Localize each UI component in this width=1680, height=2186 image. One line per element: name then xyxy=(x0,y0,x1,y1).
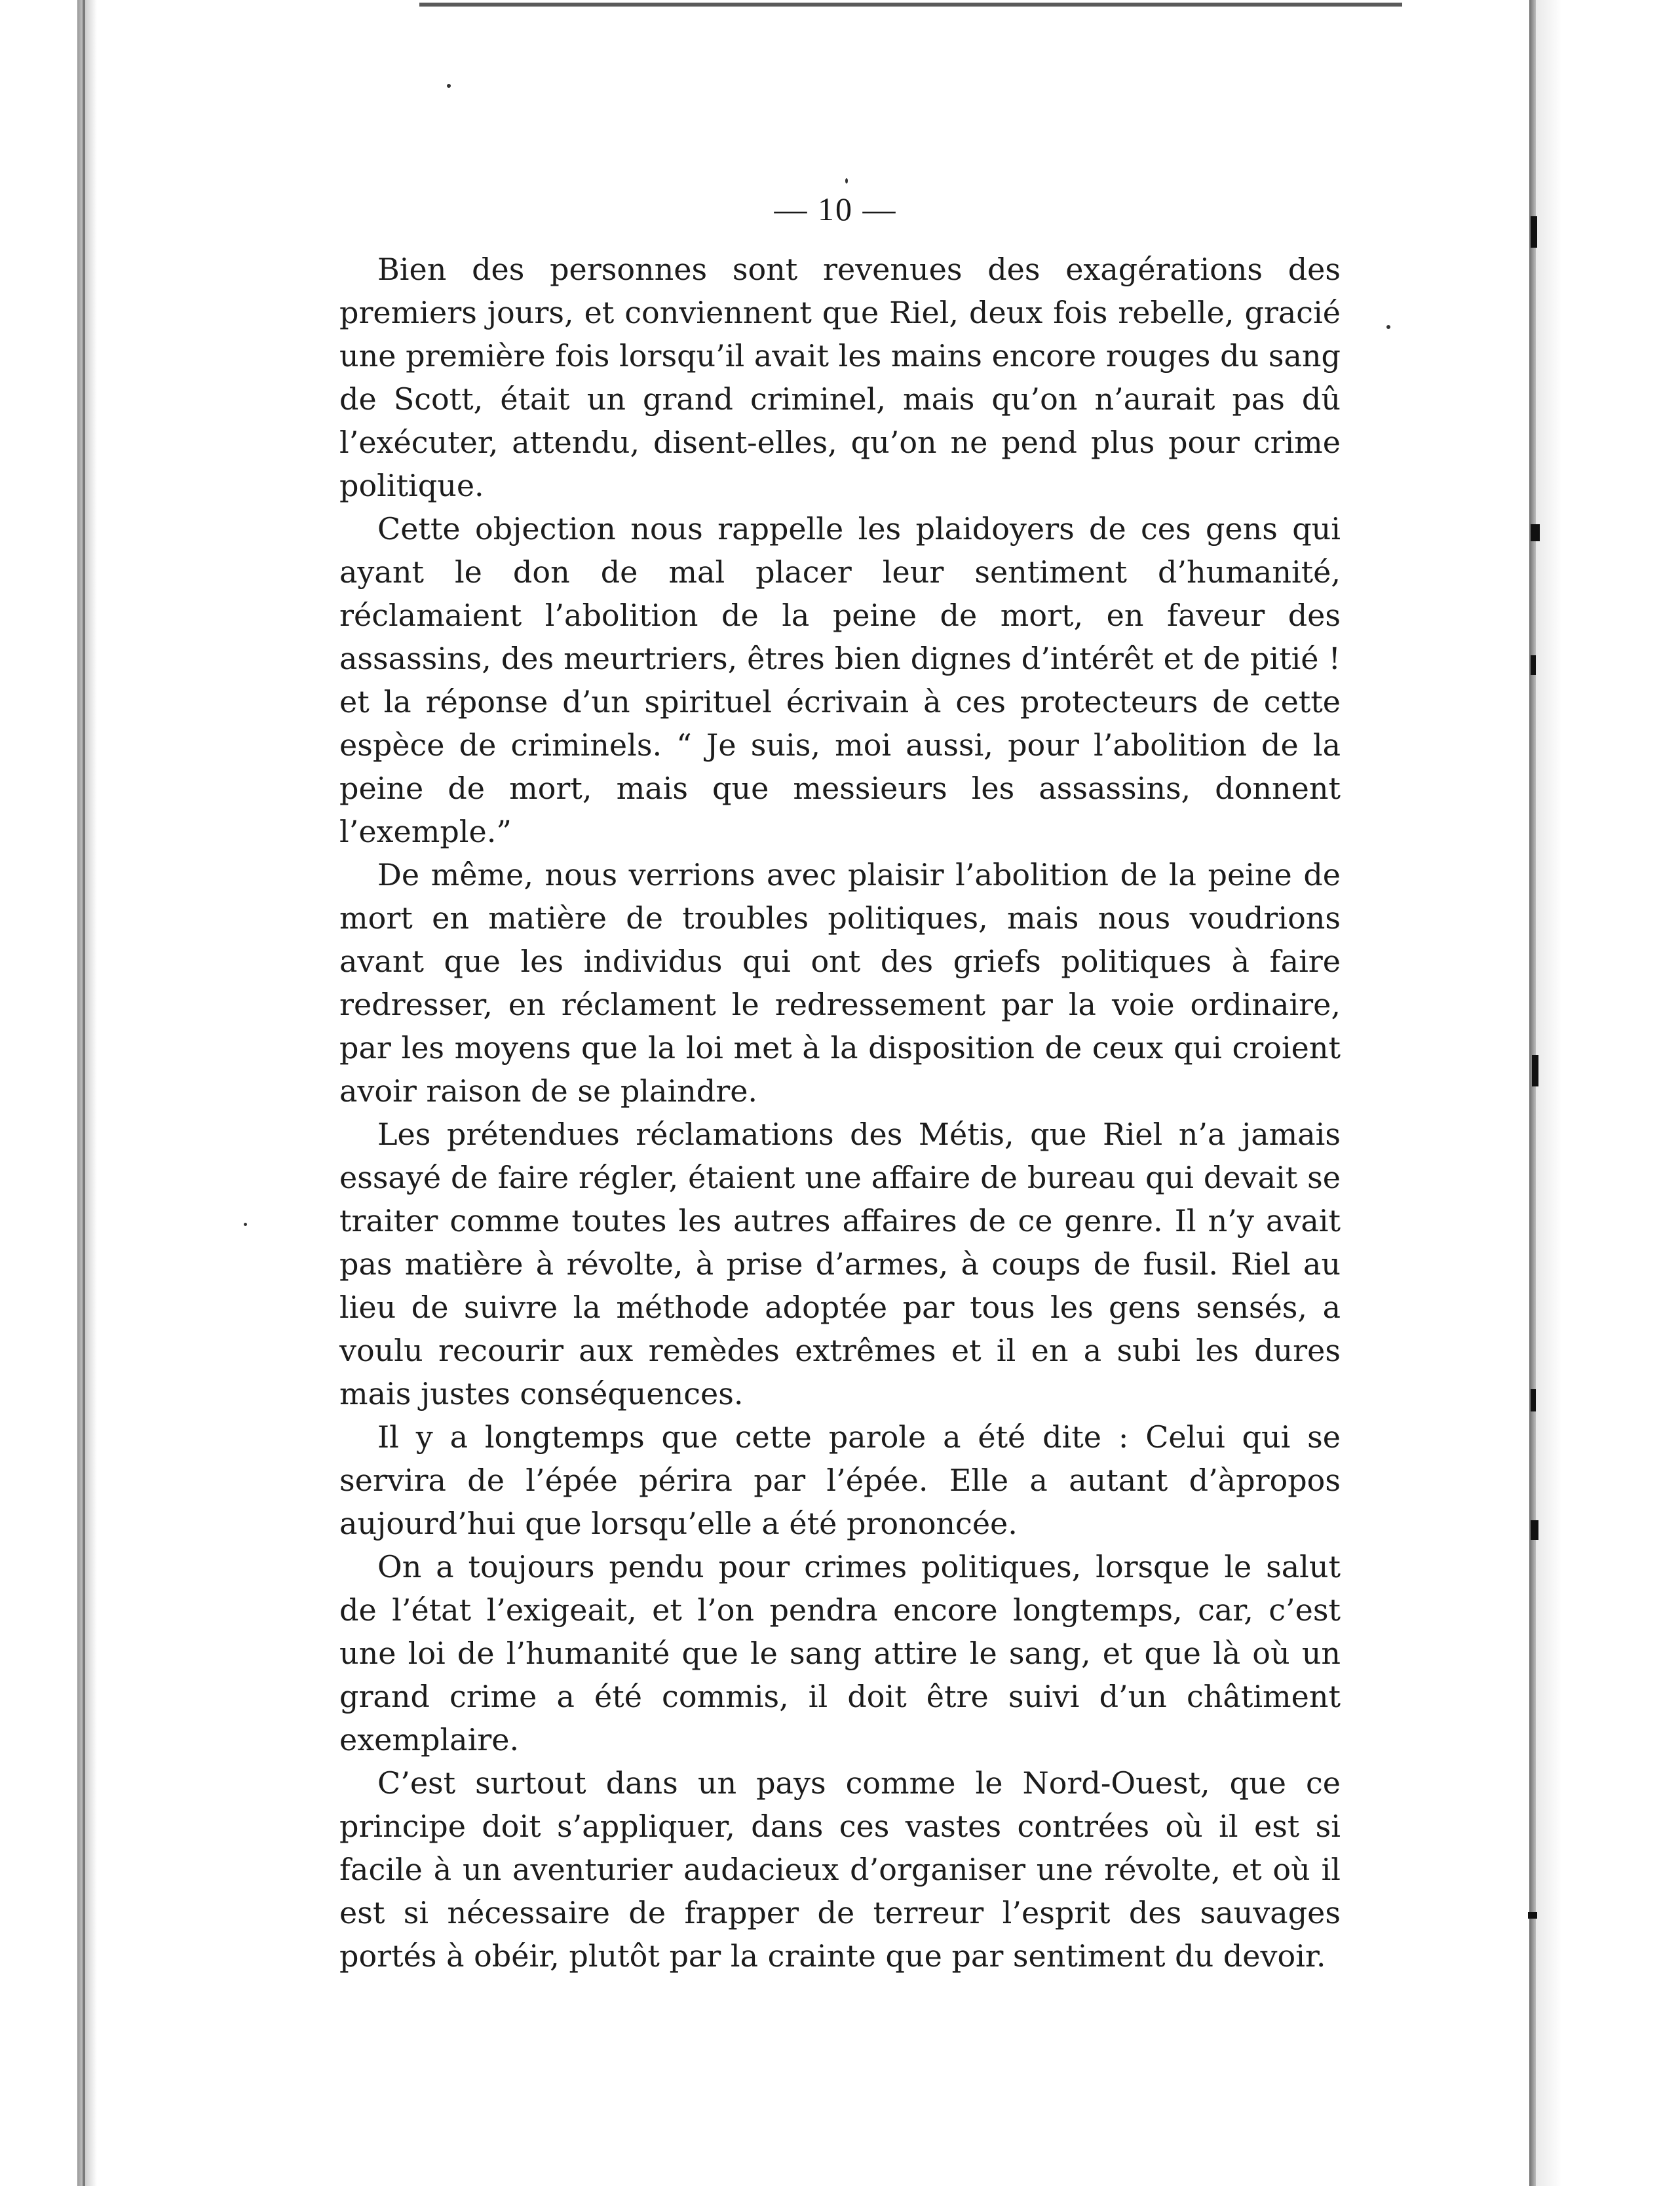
margin-mark xyxy=(1531,1520,1538,1540)
speck xyxy=(244,1223,247,1226)
page-fold xyxy=(1529,0,1536,2186)
paragraph: Cette objection nous rappelle les plaidoyers de ces gens qui ayant le don de mal placer leur sentiment d’humanité, réclamaient l’abolition de la peine de mort, en faveur des assassins, des meurtriers, êtres bien dignes d’intérêt et de pitié ! et la réponse d’un spirituel écrivain à ces protecteurs de cette espèce de criminels. “ Je suis, moi aussi, pour l’abolition de la peine de mort, mais que messieurs les assassins, donnent l’exemple.” xyxy=(339,511,1341,849)
paragraph: Il y a longtemps que cette parole a été dite : Celui qui se servira de l’épée périra par l’épée. Elle a autant d’àpropos aujourd’hui que lorsqu’elle a été prononcée. xyxy=(339,1419,1341,1541)
paragraph: C’est surtout dans un pays comme le Nord-Ouest, que ce principe doit s’appliquer, dans ces vastes contrées où il est si facile à un aventurier audacieux d’organiser une révolte, et où il est si nécessaire de frapper de terreur l’esprit des sauvages portés à obéir, plutôt par la crainte que par sentiment du devoir. xyxy=(339,1765,1341,1974)
margin-mark xyxy=(1531,216,1537,248)
margin-mark xyxy=(1531,655,1536,675)
page-number: — 10 — xyxy=(774,191,897,227)
paragraph: De même, nous verrions avec plaisir l’abolition de la peine de mort en matière de troubles politiques, mais nous voudrions avant que les individus qui ont des griefs politiques à faire redresser, en réclament le redressement par la voie ordinaire, par les moyens que la loi met à la disposition de ceux qui croient avoir raison de se plaindre. xyxy=(339,857,1341,1109)
page-top-border xyxy=(419,3,1402,7)
paragraph: On a toujours pendu pour crimes politiques, lorsque le salut de l’état l’exigeait, et l’on pendra encore longtemps, car, c’est une loi de l’humanité que le sang attire le sang, et que là où un grand crime a été commis, il doit être suivi d’un châtiment exemplaire. xyxy=(339,1549,1341,1757)
binding-line xyxy=(83,0,85,2186)
margin-mark xyxy=(1531,1389,1536,1411)
speck xyxy=(1386,325,1390,329)
paragraph: Bien des personnes sont revenues des exagérations des premiers jours, et conviennent que Riel, deux fois rebelle, gracié une première fois lorsqu’il avait les mains encore rouges du sang de Scott, était un grand criminel, mais qu’on n’aurait pas dû l’exécuter, attendu, disent-elles, qu’on ne pend plus pour crime politique. xyxy=(339,252,1341,503)
paragraph: Les prétendues réclamations des Métis, que Riel n’a jamais essayé de faire régler, étaient une affaire de bureau qui devait se traiter comme toutes les autres affaires de ce genre. Il n’y avait pas matière à révolte, à prise d’armes, à coups de fusil. Riel au lieu de suivre la méthode adoptée par tous les gens sensés, a voulu recourir aux remèdes extrêmes et il en a subi les dures mais justes conséquences. xyxy=(339,1117,1341,1411)
margin-mark xyxy=(1531,524,1540,541)
margin-mark xyxy=(1528,1912,1537,1919)
page-left-edge xyxy=(77,0,97,2186)
body-text xyxy=(339,248,1341,1978)
fold-shadow xyxy=(1536,0,1562,2186)
speck xyxy=(845,178,848,183)
margin-mark xyxy=(1532,1055,1538,1086)
speck xyxy=(447,84,451,88)
